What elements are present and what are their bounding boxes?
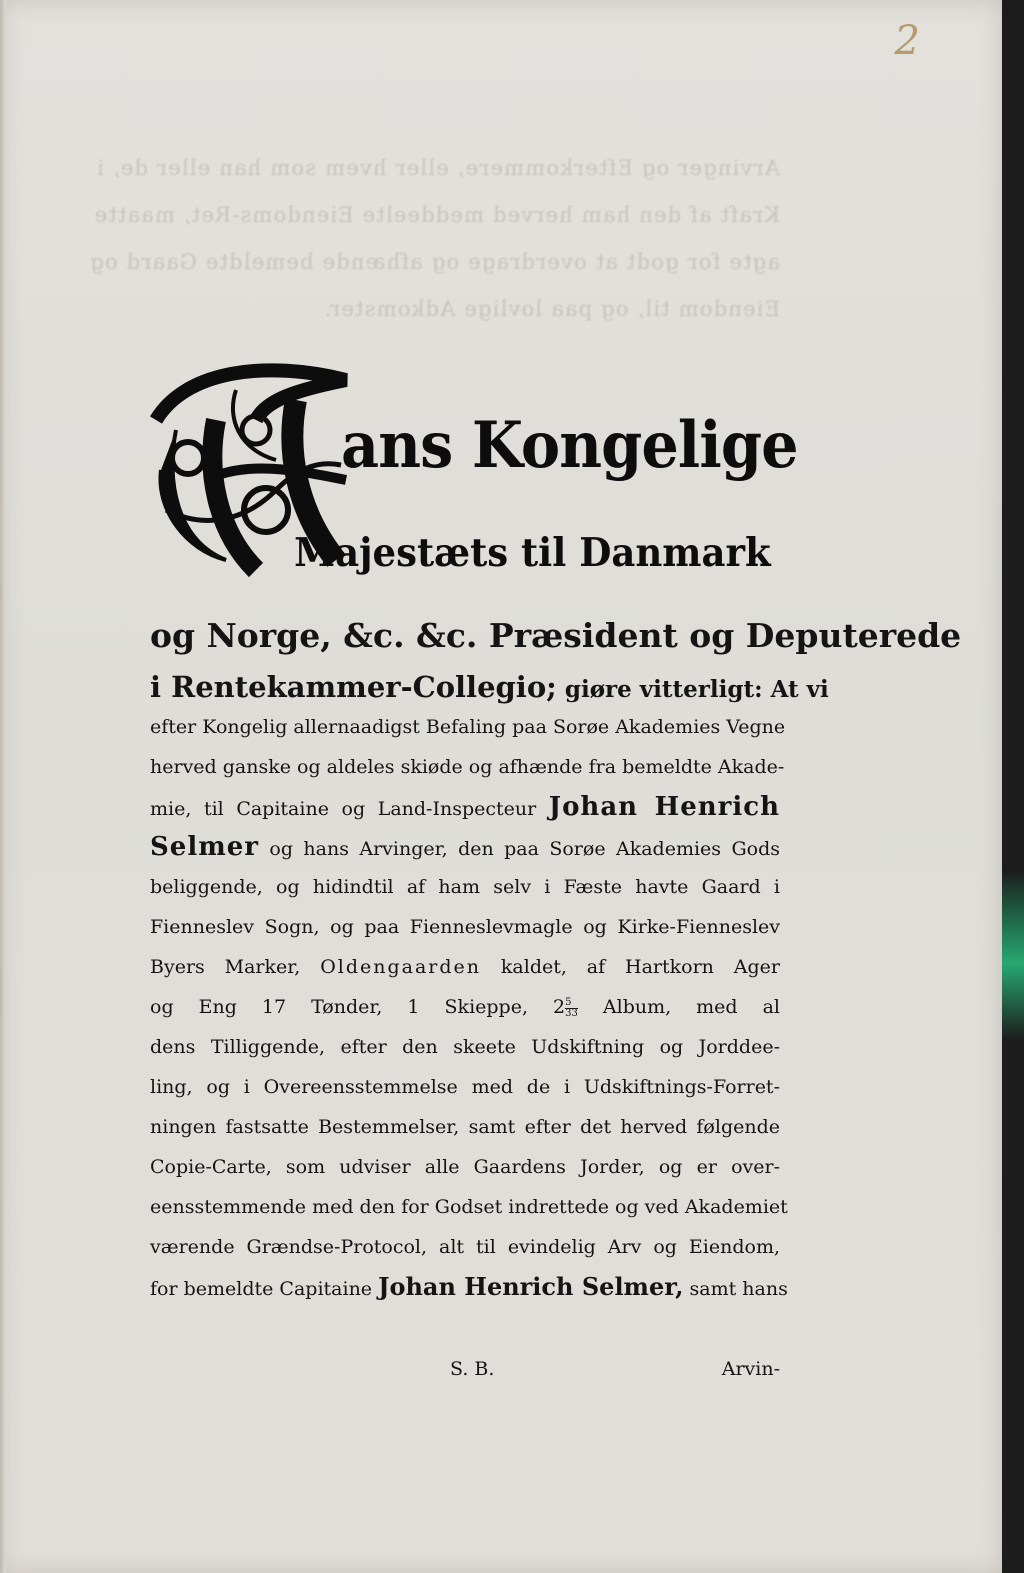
fraction-whole: 2 xyxy=(553,996,566,1018)
body-line: værende Grændse-Protocol, alt til evindelig Arv og Eiendom, xyxy=(150,1236,780,1258)
body-line: dens Tilliggende, efter den skeete Udskiftning og Jorddee- xyxy=(150,1036,780,1058)
body-line xyxy=(150,947,780,987)
body-segment: for bemeldte Capitaine xyxy=(150,1278,373,1300)
fraction-numerator: 5 xyxy=(565,998,578,1009)
fraction xyxy=(553,996,578,1018)
body-line xyxy=(150,1267,788,1307)
body-segment: mie, til Capitaine og Land-Inspecteur xyxy=(150,798,537,820)
body-segment: og Eng 17 Tønder, 1 Skieppe, xyxy=(150,996,528,1018)
person-name: Johan Henrich Selmer, xyxy=(378,1272,684,1301)
decree-heading xyxy=(146,360,798,590)
person-name: Selmer xyxy=(150,832,259,862)
body-line xyxy=(150,827,780,867)
bleed-through-text xyxy=(89,145,780,333)
signature-mark: S. B. xyxy=(450,1358,495,1380)
paper-left-edge xyxy=(0,0,6,1573)
body-segment: samt hans xyxy=(689,1278,788,1300)
body-line xyxy=(150,987,780,1027)
page-footer xyxy=(150,1358,780,1394)
binding-stripe xyxy=(1002,870,1024,1040)
body-line: eensstemmende med den for Godset indrettede og ved Akademiet xyxy=(150,1196,788,1218)
body-line xyxy=(150,667,829,707)
decree-body xyxy=(150,605,962,1307)
body-line: efter Kongelig allernaadigst Befaling paa Sorøe Akademies Vegne xyxy=(150,716,786,738)
body-segment: giøre vitterligt: xyxy=(564,676,763,703)
person-name: Johan Henrich xyxy=(548,792,780,822)
heading-line-2: Majestæts til Danmark xyxy=(294,530,771,576)
body-line: ling, og i Overeensstemmelse med de i Udskiftnings-Forret- xyxy=(150,1076,780,1098)
body-segment: og hans Arvinger, den paa Sorøe Akademies Gods xyxy=(269,838,780,860)
body-line: og Norge, &c. &c. Præsident og Deputerede xyxy=(150,616,962,655)
body-line xyxy=(150,787,780,827)
bleed-line: agte for godt at overdrage og afhænde bemeldte Gaard og xyxy=(89,250,780,274)
farm-name: Oldengaarden xyxy=(320,956,482,978)
body-line: beliggende, og hidindtil af ham selv i Fæste havte Gaard i xyxy=(150,876,780,898)
body-line: herved ganske og aldeles skiøde og afhænde fra bemeldte Akade- xyxy=(150,756,785,778)
body-line: Fienneslev Sogn, og paa Fienneslevmagle og Kirke-Fienneslev xyxy=(150,916,780,938)
body-segment: kaldet, af Hartkorn Ager xyxy=(500,956,780,978)
heading-line-1: ans Kongelige xyxy=(341,408,798,483)
body-segment: Album, med al xyxy=(602,996,781,1018)
body-segment: Byers Marker, xyxy=(150,956,301,978)
bleed-line: Eiendom til, og paa lovlige Adkomster. xyxy=(323,297,780,321)
bleed-line: Arvinger og Efterkommere, eller hvem som han eller de, i xyxy=(96,156,780,180)
body-segment: At vi xyxy=(770,676,829,703)
body-line: ningen fastsatte Bestemmelser, samt efter det herved følgende xyxy=(150,1116,780,1138)
page-number: 2 xyxy=(894,18,920,64)
body-segment: i Rentekammer-Collegio; xyxy=(150,670,557,704)
catchword: Arvin- xyxy=(721,1358,780,1380)
fraction-denominator: 33 xyxy=(565,1007,578,1019)
bleed-line: Kraft af den ham herved meddeelte Eiendoms-Ret, maatte xyxy=(93,203,780,227)
body-line: Copie-Carte, som udviser alle Gaardens Jorder, og er over- xyxy=(150,1156,780,1178)
